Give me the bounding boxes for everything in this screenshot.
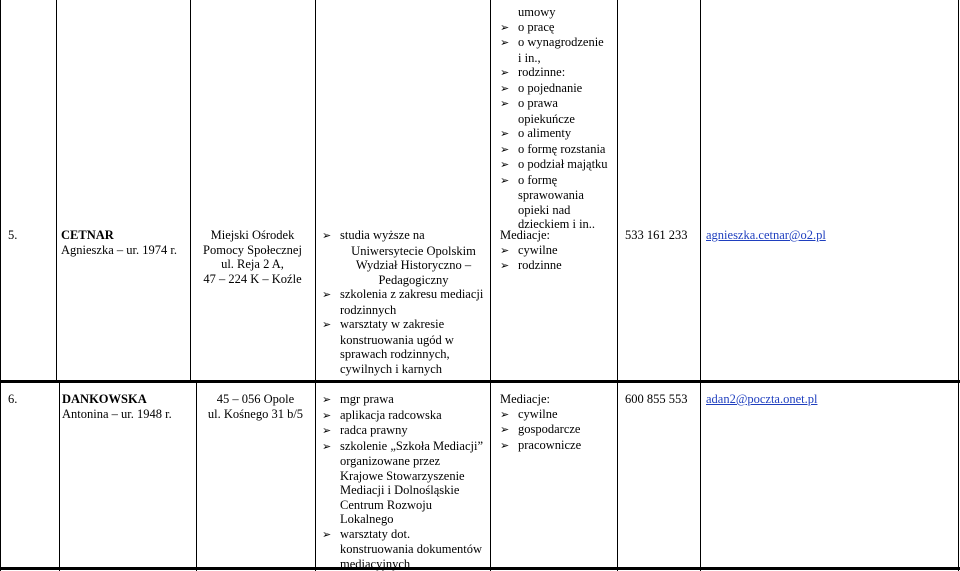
mediation-types: [500, 392, 581, 453]
arrow-bullet-icon: ➢: [500, 20, 510, 34]
address-line: 47 – 224 K – Koźle: [203, 271, 302, 286]
education-line: cywilnych i karnych: [340, 361, 443, 376]
arrow-bullet-icon: ➢: [500, 243, 510, 257]
continuation-line: ➢ o formę: [500, 172, 558, 187]
mediation-item: ➢ cywilne: [500, 242, 558, 257]
email-link[interactable]: adan2@poczta.onet.pl: [706, 392, 818, 406]
column-border: [59, 380, 60, 571]
name-birth: Antonina – ur. 1948 r.: [62, 406, 172, 421]
row-border: [0, 380, 960, 383]
arrow-bullet-icon: ➢: [500, 438, 510, 452]
education-line: ➢ studia wyższe na: [322, 228, 425, 242]
education-line: mediacyjnych: [340, 556, 411, 571]
arrow-bullet-icon: ➢: [322, 288, 332, 301]
education: [322, 392, 487, 571]
education-line: Centrum Rozwoju: [340, 497, 433, 512]
column-border: [315, 0, 316, 571]
row-number: 6.: [8, 392, 18, 406]
education-line: sprawach rodzinnych,: [340, 347, 450, 361]
mediation-title: Mediacje:: [500, 392, 550, 406]
mediation-continuation: [500, 5, 608, 232]
continuation-line: ➢ o prawa: [500, 96, 558, 110]
continuation-line: ➢ o podział majątku: [500, 157, 608, 171]
education-line: ➢ aplikacja radcowska: [322, 407, 442, 422]
row-number: 5.: [8, 228, 18, 242]
arrow-bullet-icon: ➢: [322, 393, 332, 406]
education-line: konstruowania ugód w: [340, 332, 454, 347]
address-line: 45 – 056 Opole: [216, 392, 295, 406]
continuation-line: ➢ o pojednanie: [500, 80, 583, 95]
arrow-bullet-icon: ➢: [500, 173, 510, 187]
continuation-line: opiekuńcze: [518, 111, 575, 126]
continuation-line: ➢ o wynagrodzenie: [500, 35, 604, 49]
arrow-bullet-icon: ➢: [500, 142, 510, 156]
arrow-bullet-icon: ➢: [322, 408, 332, 422]
mediation-item: ➢ pracownicze: [500, 437, 582, 452]
arrow-bullet-icon: ➢: [500, 259, 510, 272]
phone: 600 855 553: [625, 392, 688, 406]
mediation-item: ➢ rodzinne: [500, 258, 562, 272]
person-name: [62, 392, 172, 421]
education-line: Uniwersytecie Opolskim: [351, 243, 476, 258]
mediation-title: Mediacje:: [500, 228, 550, 242]
education-line: ➢ warsztaty w zakresie: [322, 317, 445, 331]
column-border: [700, 0, 701, 571]
continuation-line: ➢ rodzinne:: [500, 65, 566, 79]
education-line: Krajowe Stowarzyszenie: [340, 468, 465, 483]
arrow-bullet-icon: ➢: [500, 81, 510, 95]
name-birth: Agnieszka – ur. 1974 r.: [61, 242, 177, 257]
education: [322, 228, 487, 376]
surname: CETNAR: [61, 228, 114, 242]
continuation-line: i in.,: [518, 50, 541, 65]
address-line: Pomocy Społecznej: [203, 242, 302, 257]
phone: 533 161 233: [625, 228, 688, 242]
education-line: ➢ warsztaty dot.: [322, 526, 411, 541]
continuation-line: ➢ o formę rozstania: [500, 141, 606, 156]
education-line: organizowane przez: [340, 454, 441, 468]
arrow-bullet-icon: ➢: [500, 158, 510, 171]
address-line: ul. Reja 2 A,: [221, 257, 284, 271]
surname: DANKOWSKA: [62, 392, 147, 406]
arrow-bullet-icon: ➢: [500, 127, 510, 140]
arrow-bullet-icon: ➢: [500, 97, 510, 110]
address: [190, 228, 315, 286]
column-border: [490, 0, 491, 571]
continuation-line: ➢ o alimenty: [500, 126, 572, 140]
continuation-line: dzieckiem i in..: [518, 217, 596, 231]
column-border: [56, 0, 57, 380]
mediation-types: [500, 228, 562, 274]
continuation-line: ➢ o pracę: [500, 19, 555, 34]
education-line: konstruowania dokumentów: [340, 542, 482, 556]
column-border: [190, 0, 191, 380]
education-line: ➢ radca prawny: [322, 423, 408, 437]
education-line: rodzinnych: [340, 302, 397, 317]
arrow-bullet-icon: ➢: [322, 229, 332, 242]
education-line: ➢ mgr prawa: [322, 392, 394, 406]
arrow-bullet-icon: ➢: [322, 527, 332, 541]
continuation-line: umowy: [518, 5, 556, 19]
person-name: [61, 228, 177, 257]
education-line: Lokalnego: [340, 512, 394, 526]
education-line: Pedagogiczny: [378, 272, 449, 287]
address-line: ul. Kośnego 31 b/5: [207, 406, 304, 421]
education-line: ➢ szkolenie „Szkoła Mediacji”: [322, 438, 483, 453]
column-border: [0, 0, 1, 571]
arrow-bullet-icon: ➢: [322, 424, 332, 437]
arrow-bullet-icon: ➢: [500, 407, 510, 421]
arrow-bullet-icon: ➢: [500, 423, 510, 436]
education-line: ➢ szkolenia z zakresu mediacji: [322, 287, 484, 301]
continuation-line: sprawowania: [518, 188, 584, 202]
arrow-bullet-icon: ➢: [322, 439, 332, 453]
address: [196, 392, 315, 421]
education-line: Wydział Historyczno –: [355, 258, 472, 272]
arrow-bullet-icon: ➢: [500, 36, 510, 49]
arrow-bullet-icon: ➢: [500, 66, 510, 79]
column-border: [958, 0, 959, 571]
mediation-item: ➢ gospodarcze: [500, 422, 581, 436]
email-link[interactable]: agnieszka.cetnar@o2.pl: [706, 228, 826, 242]
address-line: Miejski Ośrodek: [210, 228, 295, 242]
arrow-bullet-icon: ➢: [322, 318, 332, 331]
mediation-item: ➢ cywilne: [500, 406, 558, 421]
column-border: [617, 0, 618, 571]
continuation-line: opieki nad: [518, 202, 571, 217]
education-line: Mediacji i Dolnośląskie: [340, 483, 460, 497]
